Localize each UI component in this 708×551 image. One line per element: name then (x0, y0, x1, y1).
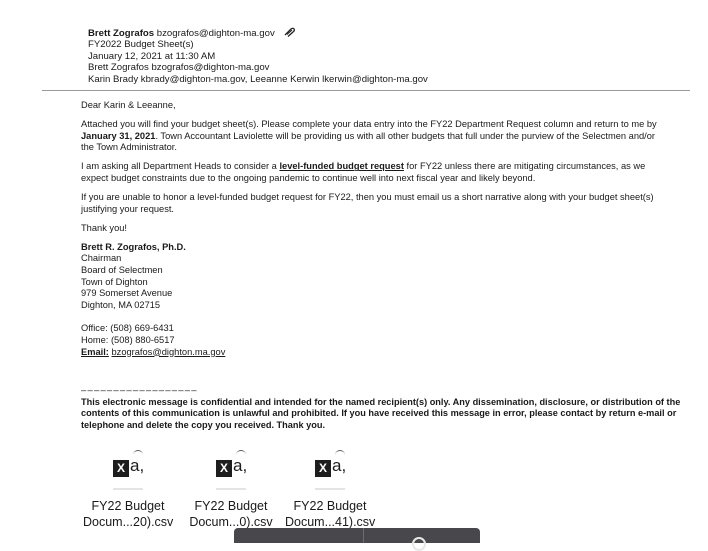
attachment-name-line-1: FY22 Budget (293, 499, 367, 513)
attachment-name-line-1: FY22 Budget (91, 499, 165, 513)
signature-block (81, 242, 667, 358)
signature-name: Brett R. Zografos, Ph.D. (81, 241, 186, 252)
disclaimer-divider: –––––––––––––––––– (81, 385, 198, 396)
to-name[interactable]: Brett Zografos (88, 62, 149, 73)
level-funded-emphasis: level-funded budget request (279, 161, 404, 172)
excel-file-icon (208, 448, 254, 496)
cc-name-2[interactable]: Leeanne Kerwin (250, 73, 320, 85)
signature-home-phone: Home: (508) 880-6517 (81, 335, 175, 345)
paragraph-2-text-a: I am asking all Department Heads to consider a (81, 161, 280, 172)
paragraph-1-text-a: Attached you will find your budget sheet(s). Please complete your data entry into the FY22 Department Request column and return to me by (81, 119, 657, 130)
greeting: Dear Karin & Leeanne, (81, 100, 176, 110)
paragraph-3: If you are unable to honor a level-funded budget request for FY22, then you must email us a short narrative along with your budget sheet(s) justifying your request. (81, 192, 654, 214)
excel-x-glyph: X (113, 460, 129, 477)
cc-name-1[interactable]: Karin Brady (88, 73, 139, 85)
toolbar-search-icon[interactable] (412, 537, 426, 551)
excel-file-icon (105, 448, 151, 496)
from-name[interactable]: Brett Zografos (88, 28, 155, 39)
paragraph-2 (81, 161, 667, 184)
from-email[interactable]: bzografos@dighton-ma.gov (156, 28, 275, 39)
paperclip-icon (283, 27, 295, 37)
signature-city: Dighton, MA 02715 (81, 299, 161, 310)
subject-value: FY2022 Budget Sheet(s) (88, 39, 194, 50)
message-body (81, 100, 667, 358)
signature-street: 979 Somerset Avenue (81, 288, 173, 299)
signature-email-link[interactable]: bzografos@dighton.ma.gov (111, 346, 226, 357)
toolbar-divider (363, 528, 364, 543)
attachment-1[interactable] (83, 448, 173, 530)
excel-a-glyph: a, (332, 456, 347, 475)
excel-x-glyph: X (216, 460, 232, 477)
signature-org: Board of Selectmen (81, 265, 163, 276)
paragraph-2-text-b: for FY22 unless there are mitigating circumstances, as we expect budget constraints due to the ongoing pandemic to continue well into next fiscal year and likely beyond. (81, 161, 646, 183)
cc-email-1[interactable]: kbrady@dighton-ma.gov, (140, 73, 248, 85)
excel-a-glyph: a, (130, 456, 145, 475)
paragraph-1-text-b: . Town Accountant Laviolette will be providing us with all other budgets that full under the purview of the Selectmen and/or the Town Administrator. (81, 130, 656, 153)
cc-email-2[interactable]: lkerwin@dighton-ma.gov (322, 73, 428, 85)
attachment-3[interactable] (285, 448, 375, 530)
floating-toolbar[interactable] (234, 528, 480, 543)
attachment-name-line-1: FY22 Budget (194, 499, 268, 513)
header-divider (42, 90, 690, 91)
attachment-2[interactable] (186, 448, 276, 530)
excel-x-glyph: X (315, 460, 331, 477)
attachment-name-line-2: Docum...0).csv (189, 514, 273, 529)
thank-you: Thank you! (81, 222, 127, 233)
attachment-name-line-2: Docum...20).csv (83, 514, 174, 529)
paragraph-1 (81, 119, 667, 154)
date-value: January 12, 2021 at 11:30 AM (88, 50, 216, 62)
signature-office-phone: Office: (508) 669-6431 (81, 323, 174, 334)
signature-title: Chairman (81, 253, 122, 264)
excel-file-icon (307, 448, 353, 496)
attachment-name-line-2: Docum...41).csv (285, 514, 376, 529)
signature-email-label: Email: (81, 346, 109, 357)
to-email[interactable]: bzografos@dighton-ma.gov (151, 62, 270, 73)
due-date: January 31, 2021 (81, 130, 156, 141)
signature-town: Town of Dighton (81, 276, 148, 287)
excel-a-glyph: a, (233, 456, 248, 475)
confidentiality-notice: This electronic message is confidential and intended for the named recipient(s) only. Any dissemination, disclosure, or distribution of the contents of this communication is unlawful and prohibited. If you have received this message in error, please contact by return e-mail or telephone and delete the copy you received. Thank you. (81, 397, 681, 430)
